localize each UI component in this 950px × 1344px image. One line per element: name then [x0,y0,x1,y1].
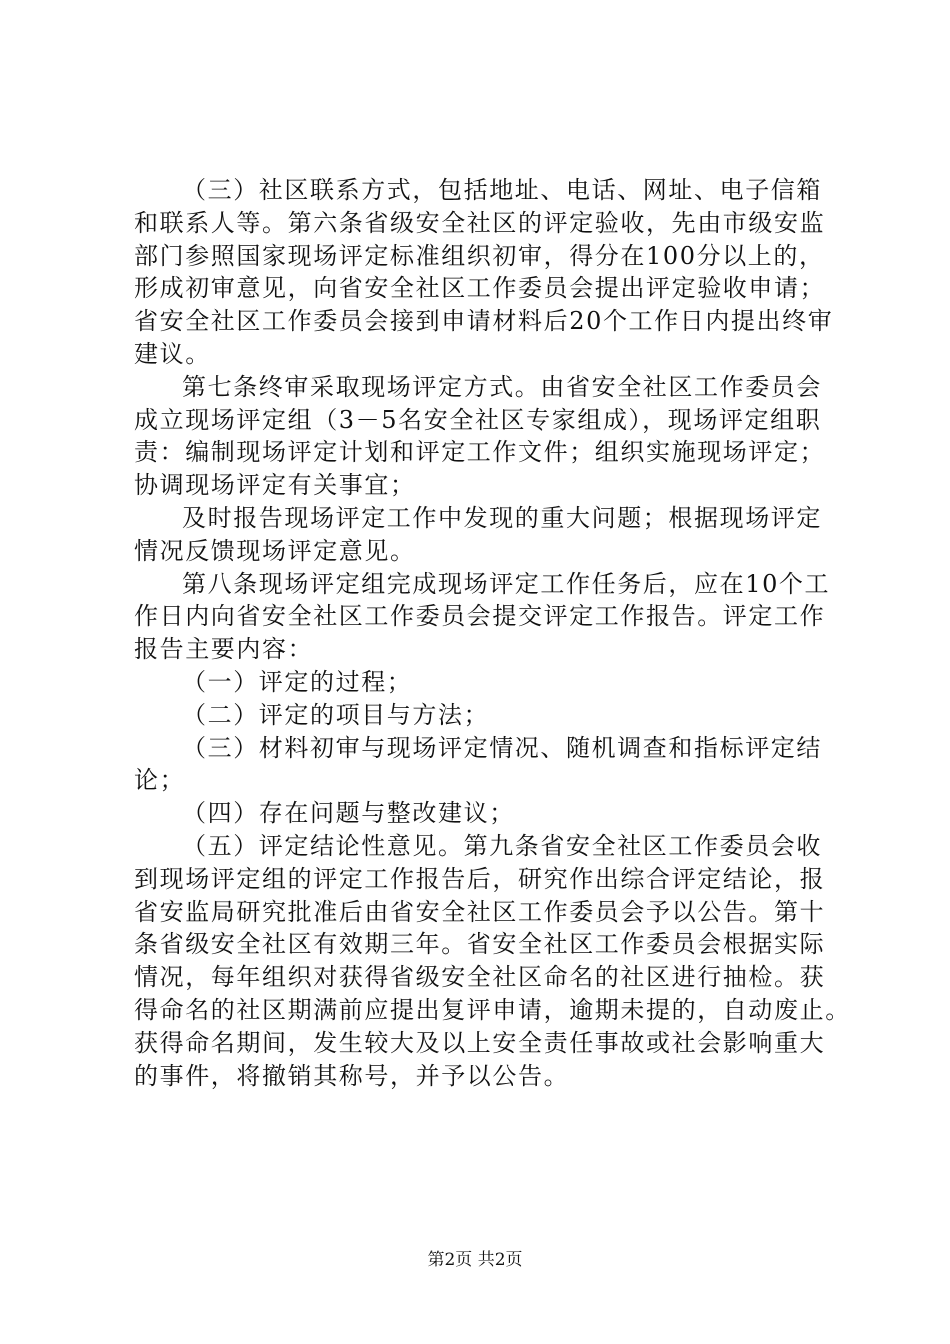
text-line: 建议。 [134,339,211,368]
text-line: （四）存在问题与整改建议； [182,799,515,828]
text-line: 形成初审意见，向省安全社区工作委员会提出评定验收申请； [134,274,826,303]
text-line: 到现场评定组的评定工作报告后，研究作出综合评定结论，报 [134,864,826,893]
text-line: 获得命名期间，发生较大及以上安全责任事故或社会影响重大 [134,1028,826,1057]
text-line: 及时报告现场评定工作中发现的重大问题；根据现场评定 [182,503,822,532]
text-line: 省安监局研究批准后由省安全社区工作委员会予以公告。第十 [134,897,826,926]
text-line: 论； [134,766,186,795]
document-body [134,174,851,1092]
text-line: 作日内向省安全社区工作委员会提交评定工作报告。评定工作 [134,602,826,631]
page-number-label: 第2页 共2页 [427,1250,523,1270]
text-line: 和联系人等。第六条省级安全社区的评定验收，先由市级安监 [134,208,826,237]
text-line: 的事件，将撤销其称号，并予以公告。 [134,1061,570,1090]
text-line: （一）评定的过程； [182,667,413,696]
text-line: 协调现场评定有关事宜； [134,471,416,500]
text-line: 情况，每年组织对获得省级安全社区命名的社区进行抽检。获 [134,963,826,992]
text-line: 第八条现场评定组完成现场评定工作任务后，应在10个工 [182,569,831,598]
text-line: （五）评定结论性意见。第九条省安全社区工作委员会收 [182,831,822,860]
text-line: 得命名的社区期满前应提出复评申请，逾期未提的，自动废止。 [134,995,851,1024]
text-line: （二）评定的项目与方法； [182,700,490,729]
text-line: （三）材料初审与现场评定情况、随机调查和指标评定结 [182,733,822,762]
text-line: 省安全社区工作委员会接到申请材料后20个工作日内提出终审 [134,307,834,336]
text-line: 部门参照国家现场评定标准组织初审，得分在100分以上的， [134,241,825,270]
text-line: 情况反馈现场评定意见。 [134,536,416,565]
text-line: 责：编制现场评定计划和评定工作文件；组织实施现场评定； [134,438,826,467]
text-line: 报告主要内容： [134,635,314,664]
text-line: （三）社区联系方式，包括地址、电话、网址、电子信箱 [182,176,822,204]
text-line: 条省级安全社区有效期三年。省安全社区工作委员会根据实际 [134,930,826,959]
page-footer [0,1245,950,1270]
text-line: 第七条终审采取现场评定方式。由省安全社区工作委员会 [182,372,822,401]
text-line: 成立现场评定组（3－5名安全社区专家组成），现场评定组职 [134,405,822,434]
